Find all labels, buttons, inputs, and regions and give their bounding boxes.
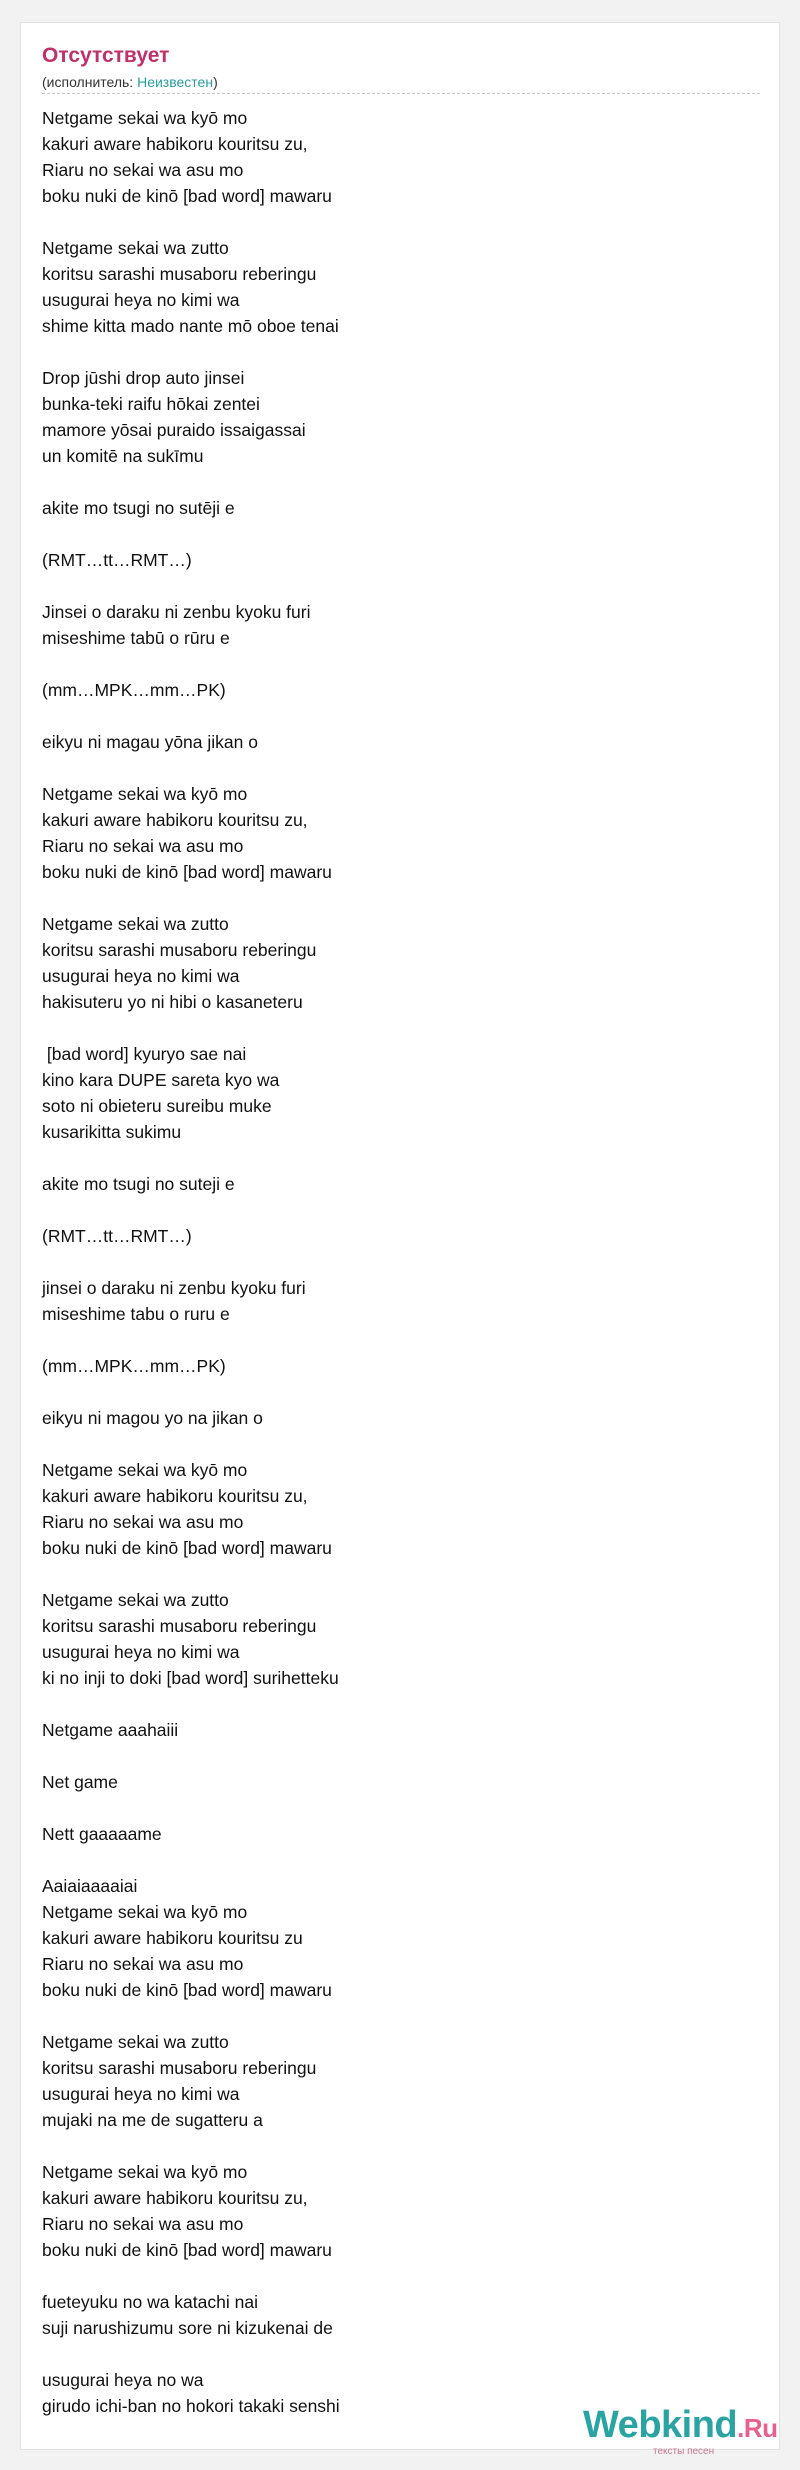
lyrics-line: koritsu sarashi musaboru reberingu bbox=[42, 1616, 317, 1636]
performer-link[interactable]: Неизвестен bbox=[137, 74, 214, 90]
lyrics-line: eikyu ni magau yōna jikan o bbox=[42, 732, 258, 752]
lyrics-line: Netgame sekai wa zutto bbox=[42, 2032, 229, 2052]
song-title: Отсутствует bbox=[42, 44, 170, 67]
lyrics-line: boku nuki de kinō [bad word] mawaru bbox=[42, 1538, 332, 1558]
lyrics-stanza bbox=[42, 1275, 760, 1327]
lyrics-body bbox=[42, 105, 760, 2445]
logo-tld: .Ru bbox=[737, 2413, 778, 2443]
performer-suffix: ) bbox=[213, 74, 218, 90]
lyrics-line: boku nuki de kinō [bad word] mawaru bbox=[42, 2240, 332, 2260]
lyrics-line: girudo ichi-ban no hokori takaki senshi bbox=[42, 2396, 340, 2416]
lyrics-line: Netgame sekai wa kyō mo bbox=[42, 784, 248, 804]
lyrics-line: Netgame sekai wa kyō mo bbox=[42, 1460, 248, 1480]
lyrics-stanza bbox=[42, 235, 760, 339]
lyrics-line: Riaru no sekai wa asu mo bbox=[42, 1512, 244, 1532]
site-logo[interactable] bbox=[583, 2405, 783, 2461]
lyrics-line: bunka-teki raifu hōkai zentei bbox=[42, 394, 260, 414]
lyrics-stanza bbox=[42, 1405, 760, 1431]
lyrics-stanza bbox=[42, 729, 760, 755]
lyrics-stanza bbox=[42, 105, 760, 209]
lyrics-line: Netgame sekai wa kyō mo bbox=[42, 1902, 248, 1922]
lyrics-stanza bbox=[42, 1873, 760, 2003]
lyrics-line: boku nuki de kinō [bad word] mawaru bbox=[42, 862, 332, 882]
lyrics-line: kakuri aware habikoru kouritsu zu bbox=[42, 1928, 303, 1948]
lyrics-stanza bbox=[42, 547, 760, 573]
lyrics-line: koritsu sarashi musaboru reberingu bbox=[42, 940, 317, 960]
lyrics-line: mujaki na me de sugatteru a bbox=[42, 2110, 263, 2130]
lyrics-stanza bbox=[42, 1171, 760, 1197]
lyrics-line: Netgame sekai wa kyō mo bbox=[42, 108, 248, 128]
lyrics-line: akite mo tsugi no sutēji e bbox=[42, 498, 235, 518]
lyrics-line: usugurai heya no wa bbox=[42, 2370, 204, 2390]
lyrics-line: kakuri aware habikoru kouritsu zu, bbox=[42, 810, 308, 830]
lyrics-stanza bbox=[42, 677, 760, 703]
lyrics-line: Netgame sekai wa zutto bbox=[42, 238, 229, 258]
lyrics-line: [bad word] kyuryo sae nai bbox=[42, 1044, 247, 1064]
lyrics-line: (RMT…tt…RMT…) bbox=[42, 1226, 192, 1246]
lyrics-line: kakuri aware habikoru kouritsu zu, bbox=[42, 1486, 308, 1506]
lyrics-line: hakisuteru yo ni hibi o kasaneteru bbox=[42, 992, 303, 1012]
lyrics-line: miseshime tabu o ruru e bbox=[42, 1304, 230, 1324]
lyrics-stanza bbox=[42, 2159, 760, 2263]
lyrics-line: (mm…MPK…mm…PK) bbox=[42, 1356, 226, 1376]
lyrics-stanza bbox=[42, 599, 760, 651]
lyrics-line: Netgame sekai wa kyō mo bbox=[42, 2162, 248, 2182]
lyrics-stanza bbox=[42, 2029, 760, 2133]
lyrics-line: Netgame sekai wa zutto bbox=[42, 914, 229, 934]
lyrics-line: ki no inji to doki [bad word] surihetteku bbox=[42, 1668, 339, 1688]
lyrics-line: koritsu sarashi musaboru reberingu bbox=[42, 2058, 317, 2078]
lyrics-line: koritsu sarashi musaboru reberingu bbox=[42, 264, 317, 284]
lyrics-line: kakuri aware habikoru kouritsu zu, bbox=[42, 2188, 308, 2208]
lyrics-line: Netgame sekai wa zutto bbox=[42, 1590, 229, 1610]
lyrics-line: miseshime tabū o rūru e bbox=[42, 628, 230, 648]
lyrics-stanza bbox=[42, 1769, 760, 1795]
lyrics-line: usugurai heya no kimi wa bbox=[42, 966, 240, 986]
lyrics-line: Net game bbox=[42, 1772, 118, 1792]
lyrics-line: usugurai heya no kimi wa bbox=[42, 290, 240, 310]
lyrics-line: Jinsei o daraku ni zenbu kyoku furi bbox=[42, 602, 311, 622]
lyrics-line: Riaru no sekai wa asu mo bbox=[42, 836, 244, 856]
lyrics-line: eikyu ni magou yo na jikan o bbox=[42, 1408, 263, 1428]
lyrics-line: usugurai heya no kimi wa bbox=[42, 1642, 240, 1662]
lyrics-stanza bbox=[42, 2289, 760, 2341]
lyrics-stanza bbox=[42, 781, 760, 885]
lyrics-line: shime kitta mado nante mō oboe tenai bbox=[42, 316, 339, 336]
logo-tagline: тексты песен bbox=[653, 2446, 715, 2457]
lyrics-stanza bbox=[42, 365, 760, 469]
lyrics-line: soto ni obieteru sureibu muke bbox=[42, 1096, 272, 1116]
lyrics-stanza bbox=[42, 495, 760, 521]
lyrics-stanza bbox=[42, 1717, 760, 1743]
lyrics-line: Aaiaiaaaaiai bbox=[42, 1876, 138, 1896]
lyrics-stanza bbox=[42, 1821, 760, 1847]
lyrics-line: suji narushizumu sore ni kizukenai de bbox=[42, 2318, 333, 2338]
lyrics-line: akite mo tsugi no suteji e bbox=[42, 1174, 235, 1194]
lyrics-line: usugurai heya no kimi wa bbox=[42, 2084, 240, 2104]
lyrics-line: boku nuki de kinō [bad word] mawaru bbox=[42, 1980, 332, 2000]
lyrics-line: Netgame aaahaiii bbox=[42, 1720, 179, 1740]
lyrics-card bbox=[20, 22, 780, 2457]
lyrics-line: Riaru no sekai wa asu mo bbox=[42, 2214, 244, 2234]
lyrics-line: Riaru no sekai wa asu mo bbox=[42, 160, 244, 180]
lyrics-line: (mm…MPK…mm…PK) bbox=[42, 680, 226, 700]
lyrics-stanza bbox=[42, 1223, 760, 1249]
lyrics-line: kino kara DUPE sareta kyo wa bbox=[42, 1070, 280, 1090]
lyrics-stanza bbox=[42, 1587, 760, 1691]
lyrics-stanza bbox=[42, 1041, 760, 1145]
lyrics-line: Riaru no sekai wa asu mo bbox=[42, 1954, 244, 1974]
lyrics-line: fueteyuku no wa katachi nai bbox=[42, 2292, 258, 2312]
lyrics-stanza bbox=[42, 911, 760, 1015]
lyrics-line: un komitē na sukīmu bbox=[42, 446, 204, 466]
lyrics-line: Drop jūshi drop auto jinsei bbox=[42, 368, 245, 388]
lyrics-line: Nett gaaaaame bbox=[42, 1824, 162, 1844]
lyrics-line: kusarikitta sukimu bbox=[42, 1122, 182, 1142]
performer-line bbox=[42, 73, 218, 91]
logo-brand: Webkind bbox=[583, 2404, 738, 2446]
performer-prefix: (исполнитель: bbox=[42, 74, 138, 90]
lyrics-line: boku nuki de kinō [bad word] mawaru bbox=[42, 186, 332, 206]
lyrics-line: kakuri aware habikoru kouritsu zu, bbox=[42, 134, 308, 154]
lyrics-line: (RMT…tt…RMT…) bbox=[42, 550, 192, 570]
lyrics-line: jinsei o daraku ni zenbu kyoku furi bbox=[42, 1278, 306, 1298]
lyrics-line: mamore yōsai puraido issaigassai bbox=[42, 420, 306, 440]
title-divider bbox=[42, 93, 760, 94]
lyrics-stanza bbox=[42, 1353, 760, 1379]
lyrics-stanza bbox=[42, 1457, 760, 1561]
